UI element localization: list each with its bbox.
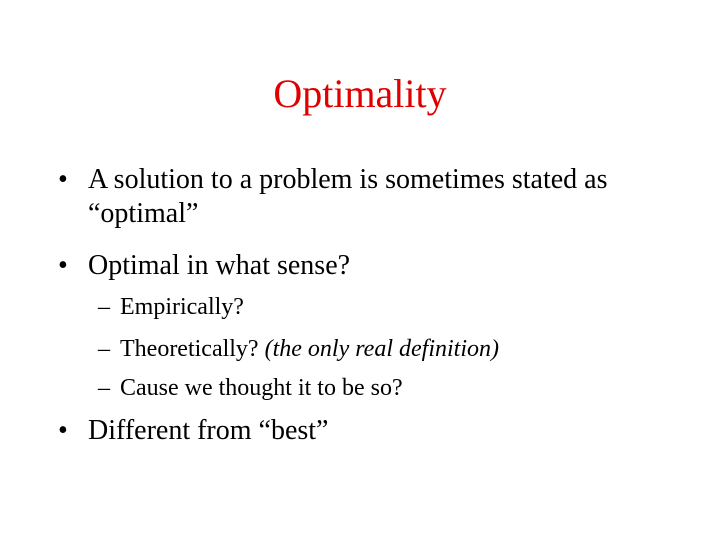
bullet-text: Optimal in what sense? xyxy=(88,250,351,281)
subbullet-text: Theoretically? xyxy=(120,336,259,362)
subbullet-marker: – xyxy=(98,375,110,401)
subbullet-text: Cause we thought it to be so? xyxy=(120,375,403,401)
subbullet-item-2 xyxy=(98,334,698,364)
subbullet-text: Empirically? xyxy=(120,294,244,320)
subbullet-marker: – xyxy=(98,294,110,320)
bullet-marker: • xyxy=(58,164,68,195)
bullet-text: A solution to a problem is sometimes stated as “optimal” xyxy=(88,164,608,229)
bullet-text: Different from “best” xyxy=(88,415,329,446)
subbullet-item-3 xyxy=(98,373,698,403)
subbullet-marker: – xyxy=(98,336,110,362)
bullet-marker: • xyxy=(58,415,68,446)
subbullet-item-1 xyxy=(98,292,698,322)
bullet-item-2 xyxy=(58,249,678,283)
bullet-marker: • xyxy=(58,250,68,281)
bullet-item-3 xyxy=(58,414,678,448)
subbullet-note: (the only real definition) xyxy=(264,336,499,362)
bullet-item-1 xyxy=(58,163,678,231)
slide-title: Optimality xyxy=(273,71,447,116)
